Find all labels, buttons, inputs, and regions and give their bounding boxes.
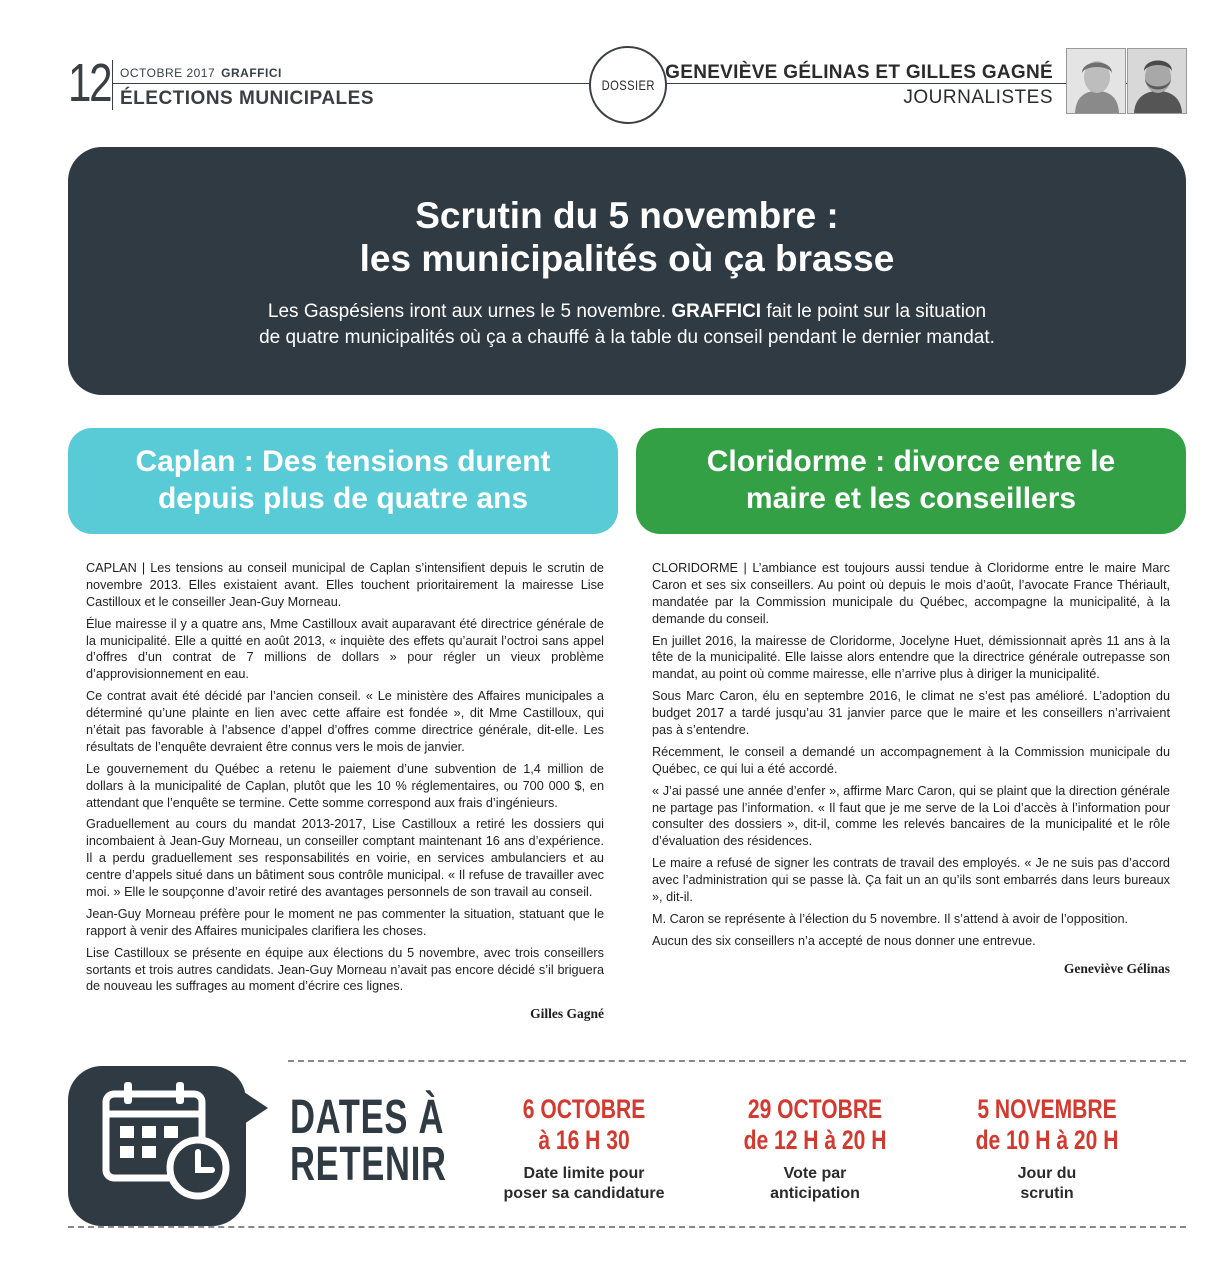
author-names: GENEVIÈVE GÉLINAS ET GILLES GAGNÉ (665, 62, 1053, 83)
dossier-label: DOSSIER (601, 77, 655, 93)
key-date-when (729, 1094, 901, 1156)
author-photo-icon (1066, 48, 1126, 114)
article-paragraph: M. Caron se représente à l’élection du 5 novembre. Il s’attend à avoir de l’opposition. (652, 911, 1129, 926)
article-paragraph: Lise Castilloux se présente en équipe aux élections du 5 novembre, avec trois conseillers sortants et trois autres candidats. Jean-Guy Morneau n’avait pas encore décidé s’il briguera de nouveau les suffrages au moment d’écrire ces lignes. (86, 945, 604, 994)
header-meta (120, 66, 282, 80)
cloridorme-byline: Geneviève Gélinas (1063, 960, 1170, 976)
key-date-desc-line: Jour du (1017, 1165, 1077, 1183)
author-photo-icon (1127, 48, 1187, 114)
key-date-day: 29 OCTOBRE (747, 1094, 883, 1124)
cloridorme-headline (636, 428, 1186, 534)
dates-title (290, 1091, 447, 1192)
key-date (937, 1094, 1157, 1204)
key-date-desc-line: poser sa candidature (503, 1185, 665, 1203)
intro-text: Les Gaspésiens iront aux urnes le 5 novembre. (267, 301, 672, 322)
hero-intro (68, 299, 1186, 351)
calendar-clock-icon (100, 1082, 230, 1205)
key-date-description (474, 1164, 694, 1204)
caplan-headline (68, 428, 618, 534)
dates-top-rule (288, 1060, 1186, 1062)
article-paragraph: Aucun des six conseillers n’a accepté de nous donner une entrevue. (652, 933, 1036, 948)
dates-title-line-1: DATES À (290, 1091, 445, 1144)
article-paragraph: Le maire a refusé de signer les contrats de travail des employés. « Je ne suis pas d’accord avec l’administration qui se passe là. Ça fait un an qu’ils sont embarrés dans leurs bureaux », dit-il. (652, 856, 1170, 905)
cloridorme-headline-line-2: maire et les conseillers (745, 482, 1077, 515)
article-paragraph: Le gouvernement du Québec a retenu le paiement d’une subvention de 1,4 million de dollars à la municipalité de Caplan, plutôt que les 10 % réglementaires, ou 700 000 $, en attendant que l’enquête se termine. Cette somme correspond aux frais d’ingénieurs. (86, 761, 604, 810)
key-date-time: à 16 H 30 (538, 1125, 630, 1156)
caplan-byline: Gilles Gagné (530, 1006, 604, 1022)
article-paragraph: Graduellement au cours du mandat 2013-2017, Lise Castilloux a retiré les dossiers qui incombaient à Jean-Guy Morneau, un conseiller comptant maintenant 16 ans d’expérience. Il a perdu graduellement ses responsabilités en voirie, en services ambulanciers et au centre d’appels situé dans un bâtiment sous contrôle municipal. « Il refuse de travailler avec moi. » Elle le soupçonne d’avoir retiré des avantages personnels de son travail au conseil. (86, 817, 604, 900)
caplan-headline-line-1: Caplan : Des tensions durent (135, 445, 551, 479)
caplan-article (86, 560, 604, 1023)
author-role: JOURNALISTES (903, 87, 1053, 108)
cloridorme-headline-line-1: Cloridorme : divorce entre le (706, 445, 1116, 479)
key-date-when (961, 1094, 1133, 1156)
page-number: 12 (68, 53, 111, 113)
key-date-description (937, 1164, 1157, 1204)
key-date-desc-line: Date limite pour (523, 1165, 645, 1183)
article-paragraph: En juillet 2016, la mairesse de Cloridorme, Jocelyne Huet, démissionnait après 11 ans à la tête de la municipalité. Elle laisse alors entendre que la directrice générale outrepasse son mandat, au point où comme mairesse, elle n’arrive plus à diriger la municipalité. (652, 633, 1170, 682)
key-date (474, 1094, 694, 1204)
article-paragraph: « J’ai passé une année d’enfer », affirme Marc Caron, qui se plaint que la direction générale ne partage pas l’information. « Il faut que je me serve de la Loi d’accès à l’information pour consulter des dossiers », dit-il, comme les relevés bancaires de la municipalité et le rôle d’évaluation des résidences. (652, 783, 1170, 849)
hero-title-line-1: Scrutin du 5 novembre : (415, 195, 839, 236)
publication-name: GRAFFICI (221, 66, 282, 80)
article-paragraph: Récemment, le conseil a demandé un accompagnement à la Commission municipale du Québec, ce qui lui a été accordé. (652, 744, 1170, 776)
key-date-day: 6 OCTOBRE (522, 1094, 646, 1124)
article-paragraph: Ce contrat avait été décidé par l’ancien conseil. « Le ministère des Affaires municipales a déterminé qu’une plainte en lien avec cette affaire est fondée », dit Mme Castilloux, qui n’était pas favorable à l’absence d’appel d’offres comme directrice générale, dit-elle. Les résultats de l’enquête devraient être connus vers le mois de janvier. (86, 689, 604, 754)
key-date-desc-line: anticipation (770, 1185, 860, 1203)
key-date-description (705, 1164, 925, 1204)
hero-title (68, 195, 1186, 280)
key-date-desc-line: scrutin (1020, 1185, 1074, 1203)
key-date-when (498, 1094, 670, 1156)
dates-bottom-rule (68, 1226, 1186, 1228)
article-paragraph: Sous Marc Caron, élu en septembre 2016, le climat ne s’est pas amélioré. L’adoption du budget 2017 a tardé jusqu’au 31 janvier parce que le maire et les conseillers n’arrivaient pas à s’entendre. (652, 689, 1170, 738)
article-paragraph: CLORIDORME | L’ambiance est toujours aussi tendue à Cloridorme entre le maire Marc Caron et ses six conseillers. Au point où depuis le mois d’août, l’avocate France Thériault, mandatée par la Commission municipale du Québec, accompagne la municipalité, à la demande du conseil. (652, 561, 1170, 626)
intro-text: fait le point sur la situation (761, 301, 987, 322)
hero-title-line-2: les municipalités où ça brasse (359, 237, 895, 279)
hero-banner (68, 147, 1186, 395)
dates-title-line-2: RETENIR (290, 1138, 447, 1192)
intro-publication: GRAFFICI (671, 301, 762, 322)
article-paragraph: CAPLAN | Les tensions au conseil municipal de Caplan s’intensifient depuis le scrutin de novembre 2013. Elles existaient avant. Elles touchent prioritairement la mairesse Lise Castilloux et le conseiller Jean-Guy Morneau. (86, 561, 604, 609)
calendar-pointer (244, 1092, 268, 1124)
key-date (705, 1094, 925, 1204)
cloridorme-article (652, 560, 1170, 978)
issue-date: OCTOBRE 2017 (120, 66, 216, 80)
caplan-headline-line-2: depuis plus de quatre ans (157, 482, 529, 515)
key-date-time: de 12 H à 20 H (743, 1125, 887, 1156)
hero-intro-line-1 (68, 299, 1186, 325)
header-divider (112, 60, 113, 110)
key-date-day: 5 NOVEMBRE (977, 1094, 1117, 1124)
hero-intro-line-2: de quatre municipalités où ça a chauffé à la table du conseil pendant le dernier mandat. (259, 327, 995, 349)
article-paragraph: Jean-Guy Morneau préfère pour le moment ne pas commenter la situation, statuant que le rapport à venir des Affaires municipales clarifiera les choses. (86, 906, 604, 938)
article-paragraph: Élue mairesse il y a quatre ans, Mme Castilloux avait auparavant été directrice générale de la municipalité. Elle a quitté en août 2013, « inquiète des effets qu’aurait l’octroi sans appel d’offres d’un contrat de 7 millions de dollars » pour régler un vieux problème d’approvisionnement en eau. (86, 616, 604, 682)
section-title: ÉLECTIONS MUNICIPALES (120, 88, 374, 109)
key-date-desc-line: Vote par (783, 1165, 847, 1183)
dossier-badge (589, 46, 667, 124)
key-date-time: de 10 H à 20 H (975, 1125, 1119, 1156)
